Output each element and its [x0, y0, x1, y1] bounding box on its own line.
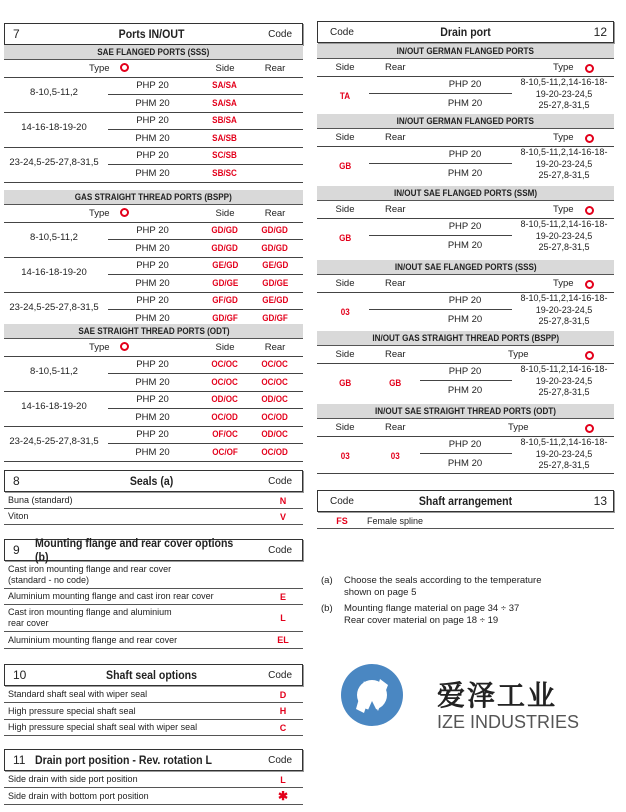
rear-code: OC/OD — [261, 446, 289, 458]
size-range: 23-24,5-25-27,8-31,5 — [9, 157, 99, 168]
shaft-seal-row — [4, 703, 303, 720]
model-name: PHM 20 — [135, 167, 170, 179]
type-list — [512, 437, 616, 472]
rear-label: Rear — [264, 342, 286, 353]
shaft-arrangement-row — [317, 513, 614, 529]
rear-code: 03 — [390, 451, 400, 462]
note-line: Mounting flange material on page 34 ÷ 37 — [344, 603, 520, 614]
row-divider — [369, 309, 512, 310]
note-a — [344, 575, 542, 599]
type-circle-icon — [120, 342, 129, 351]
type-label: Type — [553, 132, 574, 143]
shaft-seal-code: H — [279, 706, 287, 716]
section-number: 9 — [13, 543, 20, 557]
section-number: 7 — [13, 27, 20, 41]
type-line: 8-10,5-11,2,14-16-18- — [520, 293, 608, 303]
side-code: OC/OF — [212, 446, 238, 458]
code-label: Code — [268, 28, 292, 40]
type-line: 8-10,5-11,2,14-16-18- — [520, 364, 608, 374]
drain-position-row — [4, 772, 303, 788]
shaft-seal-label: Standard shaft seal with wiper seal — [8, 689, 148, 699]
divider — [4, 356, 303, 357]
row-divider — [108, 443, 303, 444]
seal-code: V — [279, 511, 286, 522]
divider — [4, 222, 303, 223]
side-label: Side — [215, 63, 235, 74]
rear-label: Rear — [385, 62, 406, 73]
side-code: TA — [339, 91, 351, 102]
side-code: OC/OC — [211, 376, 239, 388]
side-code: GF/GD — [212, 295, 238, 306]
side-code: GD/GD — [211, 242, 239, 254]
side-code: OC/OD — [211, 411, 239, 423]
drain-type-band — [317, 404, 614, 419]
code-label: Code — [330, 26, 354, 38]
side-code: OD/OC — [211, 394, 239, 405]
band-title: SAE STRAIGHT THREAD PORTS (ODT) — [77, 326, 230, 336]
row-divider — [108, 373, 303, 374]
model-name: PHP 20 — [136, 295, 169, 306]
band-title: IN/OUT SAE FLANGED PORTS (SSM) — [393, 188, 538, 198]
type-line: 19-20-23-24,5 — [535, 304, 593, 315]
side-code: GB — [338, 161, 352, 172]
asterisk-icon: ✱ — [277, 789, 289, 803]
mounting-label: Aluminium mounting flange and cast iron rear cover — [8, 591, 214, 601]
side-code: GB — [338, 378, 352, 389]
mounting-label-2: (standard - no code) — [8, 575, 90, 585]
logo-english-text: IZE INDUSTRIES — [437, 712, 580, 732]
seals-header — [4, 470, 303, 492]
model-name: PHM 20 — [135, 411, 170, 423]
rear-code: OC/OC — [261, 376, 289, 388]
row-divider — [108, 94, 303, 95]
model-name: PHP 20 — [448, 366, 482, 377]
size-range: 8-10,5-11,2 — [30, 232, 78, 243]
model-name: PHM 20 — [135, 242, 170, 254]
side-code: 03 — [340, 451, 350, 462]
size-range: 14-16-18-19-20 — [21, 122, 87, 133]
model-name: PHP 20 — [136, 80, 169, 91]
section-number: 10 — [13, 668, 27, 682]
type-label: Type — [89, 63, 110, 74]
model-name: PHM 20 — [135, 312, 170, 324]
side-label: Side — [215, 342, 235, 353]
type-label: Type — [553, 62, 574, 73]
section-title: Drain port — [440, 25, 491, 39]
rear-label: Rear — [264, 208, 286, 219]
size-range: 14-16-18-19-20 — [21, 267, 87, 278]
mounting-code: L — [280, 613, 286, 623]
model-name: PHM 20 — [135, 376, 170, 388]
model-name: PHP 20 — [448, 295, 482, 306]
mounting-code: EL — [277, 635, 289, 645]
mounting-code: E — [279, 591, 286, 602]
rear-label: Rear — [264, 63, 286, 74]
code-label: Code — [268, 544, 292, 556]
drain-type-band — [317, 260, 614, 275]
shaft-seal-code: D — [279, 689, 287, 700]
seal-label: Viton — [8, 511, 29, 521]
section-title: Mounting flange and rear cover options (b) — [35, 536, 234, 564]
shaft-seal-code: C — [279, 722, 287, 733]
rear-label: Rear — [385, 422, 406, 433]
mounting-header — [4, 536, 303, 564]
mounting-label: Cast iron mounting flange and rear cover — [8, 564, 172, 574]
rear-code: OC/OD — [261, 411, 289, 423]
side-code: OC/OC — [211, 359, 239, 370]
side-code: SB/SC — [212, 167, 238, 179]
code-label: Code — [268, 754, 292, 766]
model-name: PHM 20 — [447, 98, 483, 109]
divider — [4, 147, 303, 148]
side-code: GD/GD — [211, 225, 239, 236]
seal-row — [4, 493, 303, 509]
row-divider — [420, 453, 512, 454]
band-title: SAE FLANGED PORTS (SSS) — [97, 47, 210, 57]
side-label: Side — [335, 62, 355, 73]
code-label: Code — [330, 495, 354, 507]
mounting-row — [4, 605, 303, 632]
section-number: 11 — [13, 753, 26, 767]
row-divider — [108, 408, 303, 409]
row-divider — [108, 309, 303, 310]
model-name: PHP 20 — [136, 429, 169, 440]
model-name: PHP 20 — [136, 394, 169, 405]
drain-position-header — [4, 749, 303, 771]
row-divider — [108, 239, 303, 240]
model-name: PHM 20 — [447, 314, 483, 325]
section-number: 8 — [13, 474, 20, 488]
mounting-label-2: rear cover — [8, 618, 49, 628]
mounting-row — [4, 589, 303, 605]
side-code: OF/OC — [212, 429, 238, 440]
shaft-arrangement-label: Female spline — [367, 515, 424, 526]
section-title: Shaft seal options — [106, 668, 198, 682]
side-code: SA/SB — [212, 132, 238, 144]
band-title: IN/OUT SAE STRAIGHT THREAD PORTS (ODT) — [375, 406, 556, 416]
divider — [317, 473, 614, 474]
seal-label: Buna (standard) — [8, 495, 73, 505]
rear-code: GD/GE — [261, 277, 289, 289]
side-code: 03 — [340, 307, 350, 318]
type-circle-icon — [585, 206, 594, 215]
row-divider — [108, 164, 303, 165]
type-circle-icon — [120, 63, 129, 72]
section-title: Ports IN/OUT — [118, 27, 185, 41]
type-list — [512, 147, 616, 182]
type-line: 25-27,8-31,5 — [538, 242, 590, 252]
type-line: 19-20-23-24,5 — [535, 88, 593, 99]
type-line: 25-27,8-31,5 — [538, 170, 590, 180]
side-code: GB — [338, 233, 352, 244]
band-title: IN/OUT GERMAN FLANGED PORTS — [396, 46, 535, 56]
type-line: 25-27,8-31,5 — [538, 387, 590, 397]
divider — [4, 77, 303, 78]
code-label: Code — [268, 669, 292, 681]
shaft-arrangement-code: FS — [336, 515, 348, 526]
side-label: Side — [335, 349, 355, 360]
row-divider — [369, 235, 512, 236]
type-circle-icon — [585, 134, 594, 143]
drain-type-band — [317, 114, 614, 129]
model-name: PHP 20 — [136, 260, 169, 271]
model-name: PHP 20 — [136, 150, 169, 161]
drain-port-header — [317, 21, 614, 43]
side-code: GD/GE — [211, 277, 239, 289]
rear-code: OD/OC — [261, 429, 289, 440]
side-code: SA/SA — [212, 80, 238, 91]
port-type-band — [4, 324, 303, 339]
port-type-band — [4, 45, 303, 60]
rear-code: GD/GD — [261, 242, 289, 254]
section-title: Seals (a) — [129, 474, 174, 488]
shaft-seal-row — [4, 720, 303, 736]
type-circle-icon — [585, 64, 594, 73]
mounting-row — [4, 632, 303, 649]
band-title: IN/OUT GAS STRAIGHT THREAD PORTS (BSPP) — [372, 333, 559, 343]
divider — [4, 257, 303, 258]
size-range: 8-10,5-11,2 — [30, 366, 78, 377]
band-title: GAS STRAIGHT THREAD PORTS (BSPP) — [74, 192, 233, 202]
drain-type-band — [317, 186, 614, 201]
type-label: Type — [508, 349, 529, 360]
rear-code: GE/GD — [261, 260, 289, 271]
type-label: Type — [553, 278, 574, 289]
rear-label: Rear — [385, 278, 406, 289]
type-line: 19-20-23-24,5 — [535, 448, 593, 459]
type-list — [512, 219, 616, 254]
side-code: SB/SA — [212, 115, 238, 126]
side-code: SA/SA — [212, 97, 238, 109]
seal-row — [4, 509, 303, 525]
note-line: Rear cover material on page 18 ÷ 19 — [344, 615, 499, 626]
rear-label: Rear — [385, 349, 406, 360]
size-range: 8-10,5-11,2 — [30, 87, 78, 98]
shaft-seal-header — [4, 664, 303, 686]
note-line: shown on page 5 — [344, 587, 417, 598]
model-name: PHP 20 — [448, 79, 482, 90]
type-label: Type — [89, 342, 110, 353]
model-name: PHP 20 — [448, 149, 482, 160]
mounting-row — [4, 562, 303, 589]
model-name: PHM 20 — [135, 132, 170, 144]
model-name: PHM 20 — [447, 458, 483, 469]
side-label: Side — [335, 204, 355, 215]
type-line: 8-10,5-11,2,14-16-18- — [520, 147, 608, 157]
port-type-band — [4, 190, 303, 205]
model-name: PHM 20 — [447, 385, 483, 396]
type-line: 8-10,5-11,2,14-16-18- — [520, 437, 608, 447]
note-b — [344, 603, 519, 627]
rear-code: OC/OC — [261, 359, 289, 370]
divider — [4, 391, 303, 392]
model-name: PHP 20 — [136, 359, 169, 370]
model-name: PHM 20 — [447, 240, 483, 251]
section-number: 13 — [593, 494, 607, 508]
type-list — [512, 77, 616, 112]
model-name: PHP 20 — [136, 115, 169, 126]
divider — [4, 182, 303, 183]
row-divider — [369, 93, 512, 94]
model-name: PHM 20 — [447, 168, 483, 179]
model-name: PHM 20 — [135, 97, 170, 109]
type-circle-icon — [585, 424, 594, 433]
side-code: GD/GF — [212, 312, 238, 324]
divider — [4, 112, 303, 113]
size-range: 14-16-18-19-20 — [21, 401, 87, 412]
side-code: GE/GD — [211, 260, 239, 271]
row-divider — [369, 163, 512, 164]
logo-chinese-text: 爱泽工业 — [437, 679, 558, 712]
type-label: Type — [553, 204, 574, 215]
type-line: 19-20-23-24,5 — [535, 230, 593, 241]
rear-code: GD/GD — [261, 225, 289, 236]
band-title: IN/OUT GERMAN FLANGED PORTS — [396, 116, 535, 126]
drain-type-band — [317, 44, 614, 59]
shaft-arrangement-header — [317, 490, 614, 512]
shaft-seal-row — [4, 687, 303, 703]
ize-logo-mark-icon — [334, 661, 410, 729]
divider — [4, 426, 303, 427]
side-code: SC/SB — [212, 150, 238, 161]
section-number: 12 — [593, 25, 607, 39]
type-list — [512, 364, 616, 399]
code-label: Code — [268, 475, 292, 487]
side-label: Side — [335, 278, 355, 289]
type-line: 8-10,5-11,2,14-16-18- — [520, 77, 608, 87]
seal-code: N — [279, 495, 287, 506]
note-b-mark: (b) — [321, 603, 333, 614]
type-line: 8-10,5-11,2,14-16-18- — [520, 219, 608, 229]
shaft-seal-label: High pressure special shaft seal with wiper seal — [8, 722, 198, 732]
type-list — [512, 293, 616, 328]
row-divider — [108, 274, 303, 275]
size-range: 23-24,5-25-27,8-31,5 — [9, 436, 99, 447]
type-circle-icon — [120, 208, 129, 217]
type-label: Type — [89, 208, 110, 219]
type-line: 19-20-23-24,5 — [535, 375, 593, 386]
type-line: 25-27,8-31,5 — [538, 460, 590, 470]
note-line: Choose the seals according to the temperature — [344, 575, 542, 586]
mounting-label: Aluminium mounting flange and rear cover — [8, 634, 178, 645]
side-label: Side — [335, 132, 355, 143]
divider — [4, 292, 303, 293]
rear-code: GE/GD — [261, 295, 289, 306]
rear-code: OD/OC — [261, 394, 289, 405]
type-line: 25-27,8-31,5 — [538, 100, 590, 110]
mounting-label: Cast iron mounting flange and aluminium — [8, 607, 172, 617]
divider — [4, 461, 303, 462]
side-label: Side — [335, 422, 355, 433]
rear-code: GD/GF — [262, 312, 288, 324]
model-name: PHP 20 — [448, 439, 482, 450]
model-name: PHP 20 — [448, 221, 482, 232]
drain-position-row — [4, 788, 303, 805]
model-name: PHM 20 — [135, 277, 170, 289]
note-a-mark: (a) — [321, 575, 333, 586]
type-circle-icon — [585, 351, 594, 360]
size-range: 23-24,5-25-27,8-31,5 — [9, 302, 99, 313]
section-title: Drain port position - Rev. rotation L — [35, 753, 212, 767]
model-name: PHP 20 — [136, 225, 169, 236]
section-title: Shaft arrangement — [418, 494, 513, 508]
rear-label: Rear — [385, 204, 406, 215]
row-divider — [420, 380, 512, 381]
row-divider — [108, 129, 303, 130]
band-title: IN/OUT SAE FLANGED PORTS (SSS) — [394, 262, 537, 272]
rear-code: GB — [388, 378, 402, 389]
type-line: 25-27,8-31,5 — [538, 316, 590, 326]
type-circle-icon — [585, 280, 594, 289]
model-name: PHM 20 — [135, 446, 170, 458]
drain-position-label: Side drain with bottom port position — [8, 790, 149, 801]
drain-position-code: L — [280, 774, 286, 785]
drain-type-band — [317, 331, 614, 346]
type-line: 19-20-23-24,5 — [535, 158, 593, 169]
drain-position-label: Side drain with side port position — [8, 774, 138, 784]
ports-in-out-header — [4, 23, 303, 45]
type-label: Type — [508, 422, 529, 433]
side-label: Side — [215, 208, 235, 219]
shaft-seal-label: High pressure special shaft seal — [8, 705, 136, 716]
rear-label: Rear — [385, 132, 406, 143]
